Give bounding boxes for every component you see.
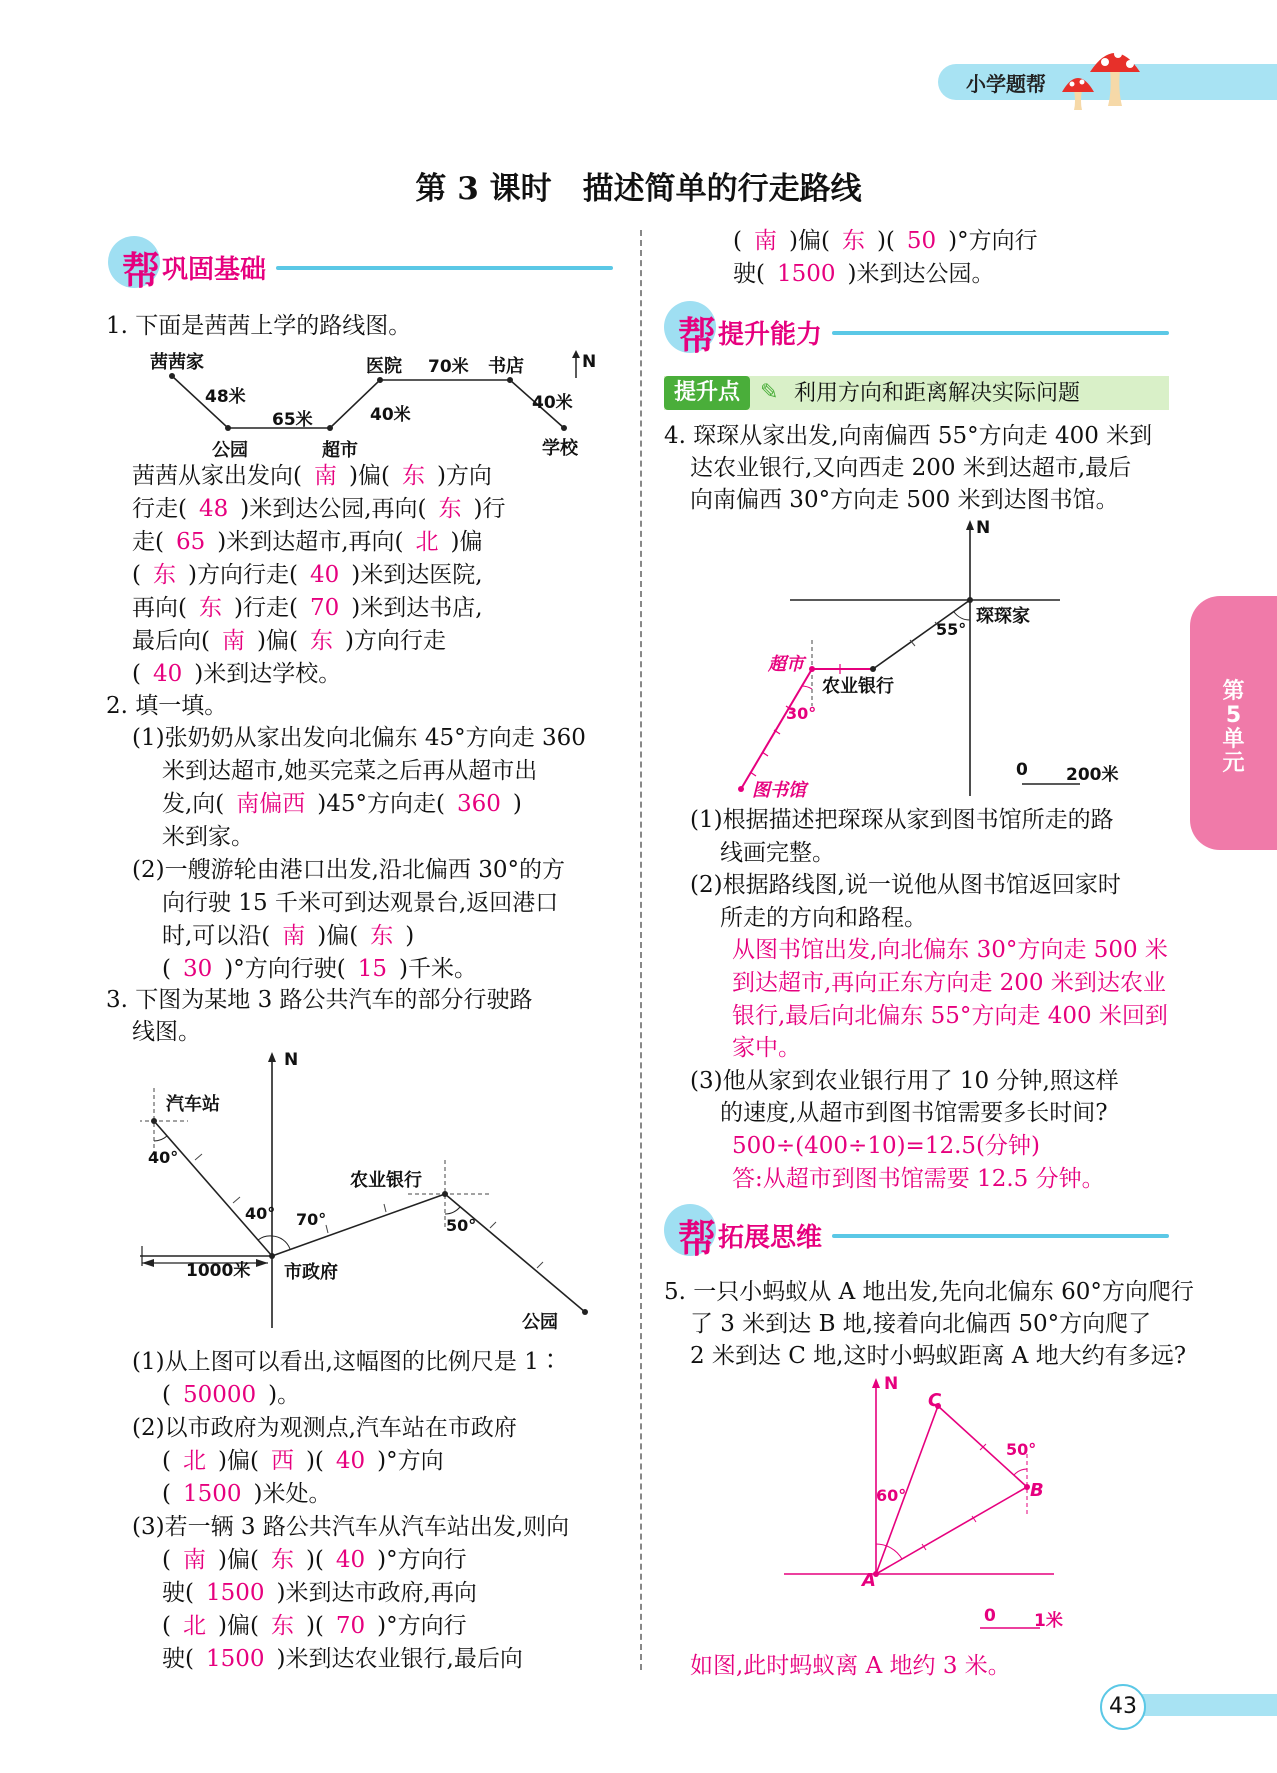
q4-map-label: 30°	[786, 704, 817, 723]
q1-map-label: 48米	[205, 387, 246, 407]
section-header-extension	[664, 1208, 1169, 1263]
q3-map-label: 公园	[522, 1312, 558, 1333]
q3-map-label: 1000米	[186, 1261, 251, 1281]
question-text: )行走(	[233, 595, 298, 621]
question-text: )行	[473, 496, 506, 522]
text-line	[162, 755, 537, 787]
question-text: )°方向行	[377, 1547, 467, 1573]
question-text: )(	[876, 228, 895, 254]
q4-map-label: 图书馆	[752, 780, 806, 801]
answer-text: 东	[309, 628, 333, 654]
question-text: (2)根据路线图,说一说他从图书馆返回家时	[690, 872, 1121, 899]
answer-text: 银行,最后向北偏东 55°方向走 400 米回到	[732, 1002, 1168, 1029]
question-text: )偏(	[317, 923, 359, 949]
text-line	[162, 788, 522, 820]
question-text: )米到达公园,再向(	[240, 496, 427, 522]
q5-map-label: 50°	[1006, 1440, 1037, 1459]
text-line	[162, 953, 477, 985]
side-tab-char: 5	[1225, 703, 1242, 728]
q5-stem: 2 米到达 C 地,这时小蚂蚁距离 A 地大约有多远?	[690, 1343, 1187, 1369]
q3-stem: 线图。	[132, 1019, 201, 1045]
text-line	[132, 559, 483, 591]
q4-map-label: 琛琛家	[976, 606, 1030, 627]
answer-text: 40	[152, 661, 183, 687]
text-line	[162, 1577, 477, 1609]
q3-map-label: 70°	[296, 1210, 327, 1229]
text-line	[132, 625, 446, 657]
text-line	[132, 592, 483, 624]
q4-stem: 达农业银行,又向西走 200 米到达超市,最后	[690, 455, 1132, 481]
answer-text: 1500	[776, 261, 836, 287]
q5-map-label: C	[928, 1390, 942, 1411]
question-text: (2)一艘游轮由港口出发,沿北偏西 30°的方	[132, 857, 565, 883]
question-text: 线画完整。	[720, 839, 835, 866]
question-text: 茜茜从家出发向(	[132, 463, 302, 489]
q5-stem: 了 3 米到达 B 地,接着向北偏西 50°方向爬了	[690, 1311, 1152, 1337]
q4-stem: 向南偏西 30°方向走 500 米到达图书馆。	[690, 487, 1119, 513]
question-text: 驶(	[162, 1646, 194, 1672]
q1-map-label: 医院	[366, 356, 402, 377]
answer-text: 70	[309, 595, 340, 621]
side-tab-char: 元	[1222, 751, 1245, 776]
question-text: )方向行走(	[187, 562, 298, 588]
question-text: )米到达书店,	[351, 595, 483, 621]
text-line	[720, 1097, 1108, 1129]
section-title: 提升能力	[718, 320, 823, 350]
question-text: )°方向	[377, 1448, 444, 1474]
question-text: 驶(	[733, 261, 765, 287]
text-line	[162, 920, 414, 952]
answer-text: 50000	[182, 1382, 257, 1408]
question-text: (1)张奶奶从家出发向北偏东 45°方向走 360	[132, 725, 586, 751]
question-text: 走(	[132, 529, 164, 555]
question-text: )偏(	[788, 228, 830, 254]
q3-map-label: 汽车站	[166, 1094, 220, 1115]
point-tag: 提升点	[664, 376, 750, 410]
section-badge: 帮	[122, 249, 161, 293]
question-text: )(	[305, 1448, 324, 1474]
text-line	[132, 722, 586, 754]
question-text: )米处。	[253, 1481, 332, 1507]
q1-map-label: 40米	[532, 393, 573, 413]
q1-map-label: 超市	[322, 440, 358, 461]
point-text: 利用方向和距离解决实际问题	[794, 381, 1081, 406]
side-tab-char: 单	[1222, 727, 1245, 752]
question-text: )(	[305, 1613, 324, 1639]
page-number: 43	[1100, 1684, 1146, 1730]
text-line	[720, 1000, 1180, 1032]
q1-map-label: 40米	[370, 405, 411, 425]
question-text: (	[162, 956, 171, 982]
question-text: (2)以市政府为观测点,汽车站在市政府	[132, 1415, 517, 1441]
q1-map-label: 茜茜家	[150, 352, 204, 373]
answer-text: 从图书馆出发,向北偏东 30°方向走 500 米	[732, 937, 1168, 964]
question-text: )米到达市政府,再向	[276, 1580, 477, 1606]
q3-map-label: 50°	[446, 1216, 477, 1235]
question-text: )偏(	[217, 1448, 259, 1474]
question-text: )偏(	[217, 1547, 259, 1573]
answer-text: 南	[313, 463, 337, 489]
q5-map-label: 1米	[1034, 1611, 1063, 1631]
side-tab-char: 第	[1222, 679, 1245, 704]
question-text: (	[162, 1481, 171, 1507]
q1-map-label: 70米	[428, 357, 469, 377]
section-title: 巩固基础	[162, 255, 267, 285]
question-text: 发,向(	[162, 791, 225, 817]
answer-text: 东	[152, 562, 176, 588]
answer-text: 南	[221, 628, 245, 654]
answer-text: 东	[198, 595, 222, 621]
text-line	[720, 1032, 813, 1064]
answer-text: 南	[182, 1547, 206, 1573]
q4-map-label: 55°	[936, 620, 967, 639]
q4-stem: 4. 琛琛从家出发,向南偏西 55°方向走 400 米到	[664, 423, 1153, 449]
question-text: 所走的方向和路程。	[720, 904, 927, 931]
answer-text: 50	[906, 228, 937, 254]
lesson-title: 第 3 课时 描述简单的行走路线	[415, 171, 862, 207]
answer-text: 30	[182, 956, 213, 982]
q1-map-label: 学校	[542, 438, 578, 459]
answer-text: 东	[270, 1613, 294, 1639]
question-text: (	[162, 1448, 171, 1474]
question-text: )	[512, 791, 522, 817]
pencil-icon: ✎	[760, 380, 779, 405]
text-line	[720, 837, 835, 869]
q3-map-label: 40°	[245, 1204, 276, 1223]
q5-answer: 如图,此时蚂蚁离 A 地约 3 米。	[690, 1653, 1011, 1679]
question-text: )45°方向走(	[317, 791, 446, 817]
q5-map-label: 0	[984, 1606, 996, 1626]
text-line	[720, 902, 927, 934]
answer-text: 北	[182, 1448, 206, 1474]
q5-map-label: A	[862, 1570, 876, 1591]
text-line	[162, 1445, 444, 1477]
question-text: )	[405, 923, 415, 949]
unit-side-tab	[1190, 596, 1277, 850]
q2-stem: 2. 填一填。	[106, 693, 228, 719]
section-header-ability	[664, 305, 1169, 360]
q3-stem: 3. 下图为某地 3 路公共汽车的部分行驶路	[106, 987, 533, 1013]
answer-text: 北	[182, 1613, 206, 1639]
text-line	[132, 658, 341, 690]
section-header-basics	[108, 240, 613, 295]
answer-text: 1500	[205, 1646, 265, 1672]
question-text: )。	[268, 1382, 301, 1408]
q5-map-label: 60°	[876, 1486, 907, 1505]
q5-ant-route-map	[784, 1374, 1084, 1644]
q1-map-label: N	[582, 352, 597, 372]
question-text: )偏(	[256, 628, 298, 654]
question-text: )米到达农业银行,最后向	[276, 1646, 523, 1672]
answer-text: 40	[335, 1547, 366, 1573]
q4-map-label: 农业银行	[822, 676, 894, 697]
q5-map-label: B	[1030, 1480, 1044, 1501]
q4-map-label: 0	[1016, 760, 1028, 780]
text-line	[720, 1163, 1117, 1195]
answer-text: 70	[335, 1613, 366, 1639]
q5-stem: 5. 一只小蚂蚁从 A 地出发,先向北偏东 60°方向爬行	[664, 1279, 1194, 1305]
text-line	[132, 1511, 569, 1543]
question-text: 驶(	[162, 1580, 194, 1606]
q5-map-label: N	[884, 1374, 899, 1394]
question-text: )(	[305, 1547, 324, 1573]
q4-map-label: N	[976, 518, 991, 538]
q4-map-label: 200米	[1066, 765, 1119, 785]
question-text: )方向	[436, 463, 492, 489]
text-line	[690, 804, 1114, 836]
text-line	[132, 526, 483, 558]
question-text: (1)从上图可以看出,这幅图的比例尺是 1∶	[132, 1349, 562, 1375]
question-text: 最后向(	[132, 628, 210, 654]
answer-text: 1500	[182, 1481, 242, 1507]
text-line	[162, 821, 254, 853]
answer-text: 48	[198, 496, 229, 522]
question-text: )千米。	[399, 956, 477, 982]
section-badge: 帮	[678, 1217, 717, 1261]
text-line	[720, 934, 1180, 966]
question-text: (	[132, 562, 141, 588]
text-line	[720, 1130, 1052, 1162]
text-line	[162, 1478, 332, 1510]
question-text: 米到达超市,她买完菜之后再从超市出	[162, 758, 538, 784]
answer-text: 南	[282, 923, 306, 949]
question-text: 时,可以沿(	[162, 923, 271, 949]
column-divider	[640, 230, 642, 1670]
answer-text: 500÷(400÷10)=12.5(分钟)	[732, 1133, 1040, 1159]
text-line	[733, 225, 1038, 257]
text-line	[162, 1379, 300, 1411]
text-line	[690, 869, 1121, 901]
answer-text: 答:从超市到图书馆需要 12.5 分钟。	[732, 1165, 1105, 1192]
text-line	[132, 854, 565, 886]
answer-text: 西	[270, 1448, 294, 1474]
text-line	[690, 1065, 1119, 1097]
answer-text: 360	[457, 791, 501, 817]
q3-map-label: 40°	[148, 1148, 179, 1167]
text-line	[162, 1643, 523, 1675]
answer-text: 东	[438, 496, 462, 522]
q1-map-label: 公园	[212, 440, 248, 461]
text-line	[132, 460, 492, 492]
question-text: (	[162, 1547, 171, 1573]
question-text: (	[162, 1382, 171, 1408]
answer-text: 南偏西	[236, 791, 306, 817]
question-text: )°方向行驶(	[224, 956, 346, 982]
q1-stem: 1. 下面是茜茜上学的路线图。	[106, 313, 412, 339]
question-text: 的速度,从超市到图书馆需要多长时间?	[720, 1100, 1108, 1127]
question-text: (3)他从家到农业银行用了 10 分钟,照这样	[690, 1067, 1119, 1094]
question-text: )方向行走	[344, 628, 446, 654]
text-line	[162, 1610, 467, 1642]
q4-map-label: 超市	[768, 654, 804, 675]
answer-text: 东	[401, 463, 425, 489]
question-text: )°方向行	[377, 1613, 467, 1639]
brand-label: 小学题帮	[966, 72, 1046, 96]
answer-text: 15	[357, 956, 387, 982]
answer-text: 东	[370, 923, 394, 949]
question-text: )米到达学校。	[194, 661, 342, 687]
answer-text: 东	[841, 228, 865, 254]
answer-text: 1500	[205, 1580, 265, 1606]
text-line	[720, 967, 1178, 999]
question-text: (1)根据描述把琛琛从家到图书馆所走的路	[690, 807, 1114, 833]
answer-text: 40	[335, 1448, 366, 1474]
q1-map-label: 书店	[488, 356, 524, 377]
text-line	[733, 258, 995, 290]
answer-text: 东	[270, 1547, 294, 1573]
text-line	[162, 1544, 467, 1576]
mushroom-icon	[1060, 42, 1150, 112]
answer-text: 40	[309, 562, 340, 588]
question-text: 米到家。	[162, 824, 254, 850]
question-text: 行走(	[132, 496, 187, 522]
question-text: (3)若一辆 3 路公共汽车从汽车站出发,则向	[132, 1514, 570, 1540]
text-line	[132, 1346, 562, 1378]
section-badge: 帮	[678, 314, 717, 358]
answer-text: 南	[753, 228, 777, 254]
answer-text: 到达超市,再向正东方向走 200 米到达农业	[732, 970, 1166, 996]
question-text: 再向(	[132, 595, 187, 621]
text-line	[132, 493, 506, 525]
text-line	[162, 887, 558, 919]
question-text: )°方向行	[948, 228, 1038, 254]
q1-map-label: 65米	[272, 410, 313, 430]
question-text: )偏	[450, 529, 483, 555]
answer-text: 北	[415, 529, 439, 555]
question-text: (	[162, 1613, 171, 1639]
question-text: )米到达超市,再向(	[217, 529, 404, 555]
text-line	[132, 1412, 517, 1444]
question-text: )米到达医院,	[351, 562, 483, 588]
question-text: (	[733, 228, 742, 254]
question-text: (	[132, 661, 141, 687]
q3-map-label: 市政府	[284, 1262, 338, 1283]
question-text: )米到达公园。	[847, 261, 995, 287]
q3-map-label: N	[284, 1050, 299, 1070]
answer-text: 65	[175, 529, 206, 555]
question-text: 向行驶 15 千米可到达观景台,返回港口	[162, 890, 559, 916]
answer-text: 家中。	[732, 1035, 801, 1062]
question-text: )偏(	[348, 463, 390, 489]
section-title: 拓展思维	[718, 1223, 823, 1253]
q3-map-label: 农业银行	[350, 1170, 422, 1191]
question-text: )偏(	[217, 1613, 259, 1639]
